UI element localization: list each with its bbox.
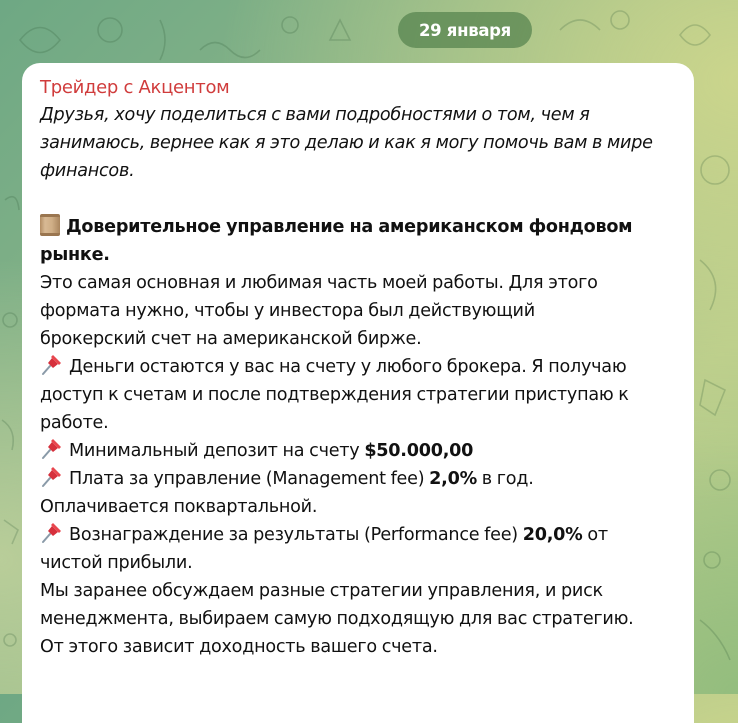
- message-body: [40, 213, 680, 661]
- scroll-icon: [40, 214, 60, 236]
- point-text-cont: доступ к счетам и после подтверждения стратегии приступаю к: [40, 385, 629, 405]
- pushpin-icon: [40, 354, 62, 376]
- closing-line: От этого зависит доходность вашего счета.: [40, 637, 438, 657]
- point-text: Плата за управление (Management fee): [69, 469, 430, 489]
- performance-fee-value: 20,0%: [522, 525, 583, 545]
- point-text-cont: работе.: [40, 413, 109, 433]
- section-title-line1: Доверительное управление на американском фондовом: [66, 217, 633, 237]
- point-text-cont: Оплачивается поквартальной.: [40, 497, 318, 517]
- point-text: Вознаграждение за результаты (Performance fee): [69, 525, 523, 545]
- closing-line: Мы заранее обсуждаем разные стратегии управления, и риск: [40, 581, 603, 601]
- point-item: [40, 437, 680, 465]
- closing-line: менеджмента, выбираем самую подходящую для вас стратегию.: [40, 609, 634, 629]
- point-text-cont: чистой прибыли.: [40, 553, 193, 573]
- point-text: Деньги остаются у вас на счету у любого брокера. Я получаю: [69, 357, 627, 377]
- intro-line: Друзья, хочу поделиться с вами подробностями о том, чем я: [40, 105, 590, 125]
- management-fee-value: 2,0%: [429, 469, 477, 489]
- point-item: [40, 465, 680, 493]
- message-bubble[interactable]: [22, 63, 694, 723]
- date-separator: [398, 12, 532, 48]
- point-text: Минимальный депозит на счету: [69, 441, 365, 461]
- intro-line: финансов.: [40, 161, 135, 181]
- point-item: [40, 521, 680, 549]
- pushpin-icon: [40, 438, 62, 460]
- date-separator-label: 29 января: [419, 20, 511, 40]
- section-title-line2: рынке.: [40, 245, 110, 265]
- message-intro: [40, 101, 680, 185]
- sender-name[interactable]: Трейдер с Акцентом: [40, 77, 230, 98]
- point-text-after: в год.: [476, 469, 534, 489]
- section-title: [40, 213, 680, 241]
- pushpin-icon: [40, 522, 62, 544]
- point-text-after: от: [582, 525, 608, 545]
- body-line: формата нужно, чтобы у инвестора был действующий: [40, 301, 535, 321]
- pushpin-icon: [40, 466, 62, 488]
- intro-line: занимаюсь, вернее как я это делаю и как я могу помочь вам в мире: [40, 133, 653, 153]
- point-item: [40, 353, 680, 381]
- body-line: Это самая основная и любимая часть моей работы. Для этого: [40, 273, 598, 293]
- body-line: брокерский счет на американской бирже.: [40, 329, 422, 349]
- min-deposit-value: $50.000,00: [364, 441, 474, 461]
